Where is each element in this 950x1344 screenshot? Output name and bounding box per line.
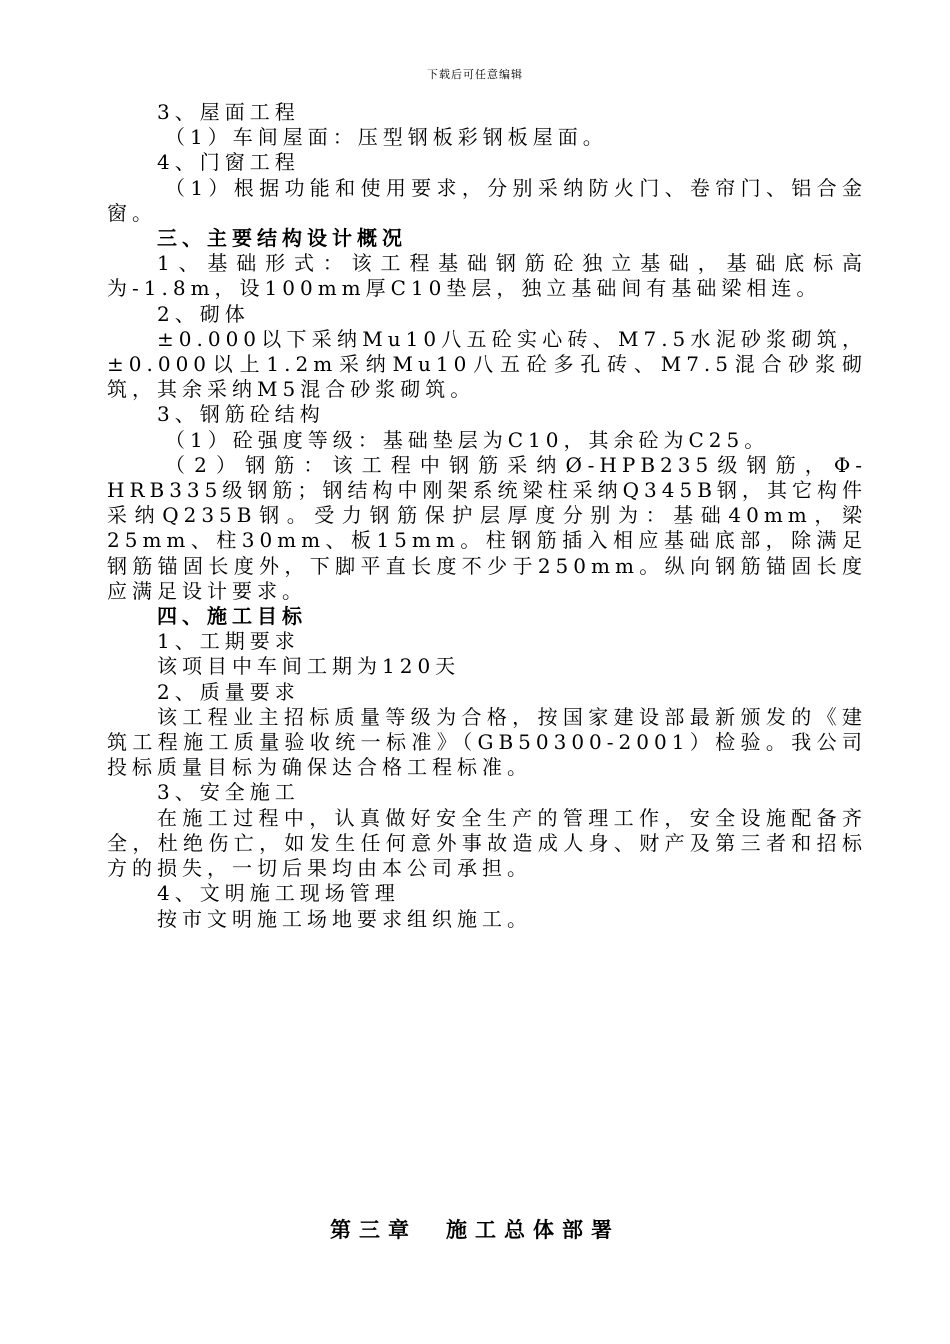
section-heading-goals: 四、施工目标 <box>157 604 307 629</box>
paragraph-doors-windows-detail: （1）根据功能和使用要求，分别采纳防火门、卷帘门、铝合金窗。 <box>107 175 867 225</box>
paragraph-masonry: ±0.000以下采纳Mu10八五砼实心砖、M7.5水泥砂浆砌筑，±0.000以上1.2m采纳Mu10八五砼多孔砖、M7.5混合砂浆砌筑，其余采纳M5混合砂浆砌筑。 <box>107 326 867 402</box>
paragraph-foundation: 1、基础形式：该工程基础钢筋砼独立基础，基础底标高为-1.8m，设100mm厚C10垫层，独立基础间有基础梁相连。 <box>107 251 867 301</box>
paragraph-schedule: 该项目中车间工期为120天 <box>157 654 461 679</box>
page-header-note: 下载后可任意编辑 <box>427 68 523 81</box>
document-body <box>107 100 867 932</box>
chapter-title: 第三章 施工总体部署 <box>330 1217 620 1242</box>
subsection-heading-doors-windows: 4、门窗工程 <box>157 150 300 175</box>
subsection-heading-roof: 3、屋面工程 <box>157 100 300 124</box>
subsection-heading-safety: 3、安全施工 <box>157 780 300 805</box>
subsection-heading-quality: 2、质量要求 <box>157 679 300 704</box>
paragraph-safety: 在施工过程中，认真做好安全生产的管理工作，安全设施配备齐全，杜绝伤亡，如发生任何意外事故造成人身、财产及第三者和招标方的损失，一切后果均由本公司承担。 <box>107 805 867 881</box>
section-heading-structure: 三、主要结构设计概况 <box>157 226 407 251</box>
paragraph-rebar: （2）钢筋：该工程中钢筋采纳Ø-HPB235级钢筋，Φ-HRB335级钢筋；钢结构中刚架系统梁柱采纳Q345B钢，其它构件采纳Q235B钢。受力钢筋保护层厚度分别为：基础40mm，梁25mm、柱30mm、板15mm。柱钢筋插入相应基础底部，除满足钢筋锚固长度外，下脚平直长度不少于250mm。纵向钢筋锚固长度应满足设计要求。 <box>107 452 867 603</box>
subsection-heading-masonry: 2、砌体 <box>157 301 250 326</box>
paragraph-roof-detail: （1）车间屋面：压型钢板彩钢板屋面。 <box>165 125 608 150</box>
paragraph-site-management: 按市文明施工场地要求组织施工。 <box>157 906 532 931</box>
paragraph-concrete-grade: （1）砼强度等级：基础垫层为C10，其余砼为C25。 <box>165 427 770 452</box>
subsection-heading-schedule: 1、工期要求 <box>157 629 300 654</box>
subsection-heading-concrete: 3、钢筋砼结构 <box>157 402 325 427</box>
subsection-heading-site-management: 4、文明施工现场管理 <box>157 881 400 906</box>
paragraph-quality: 该工程业主招标质量等级为合格，按国家建设部最新颁发的《建筑工程施工质量验收统一标准》（GB50300-2001）检验。我公司投标质量目标为确保达合格工程标准。 <box>107 704 867 780</box>
